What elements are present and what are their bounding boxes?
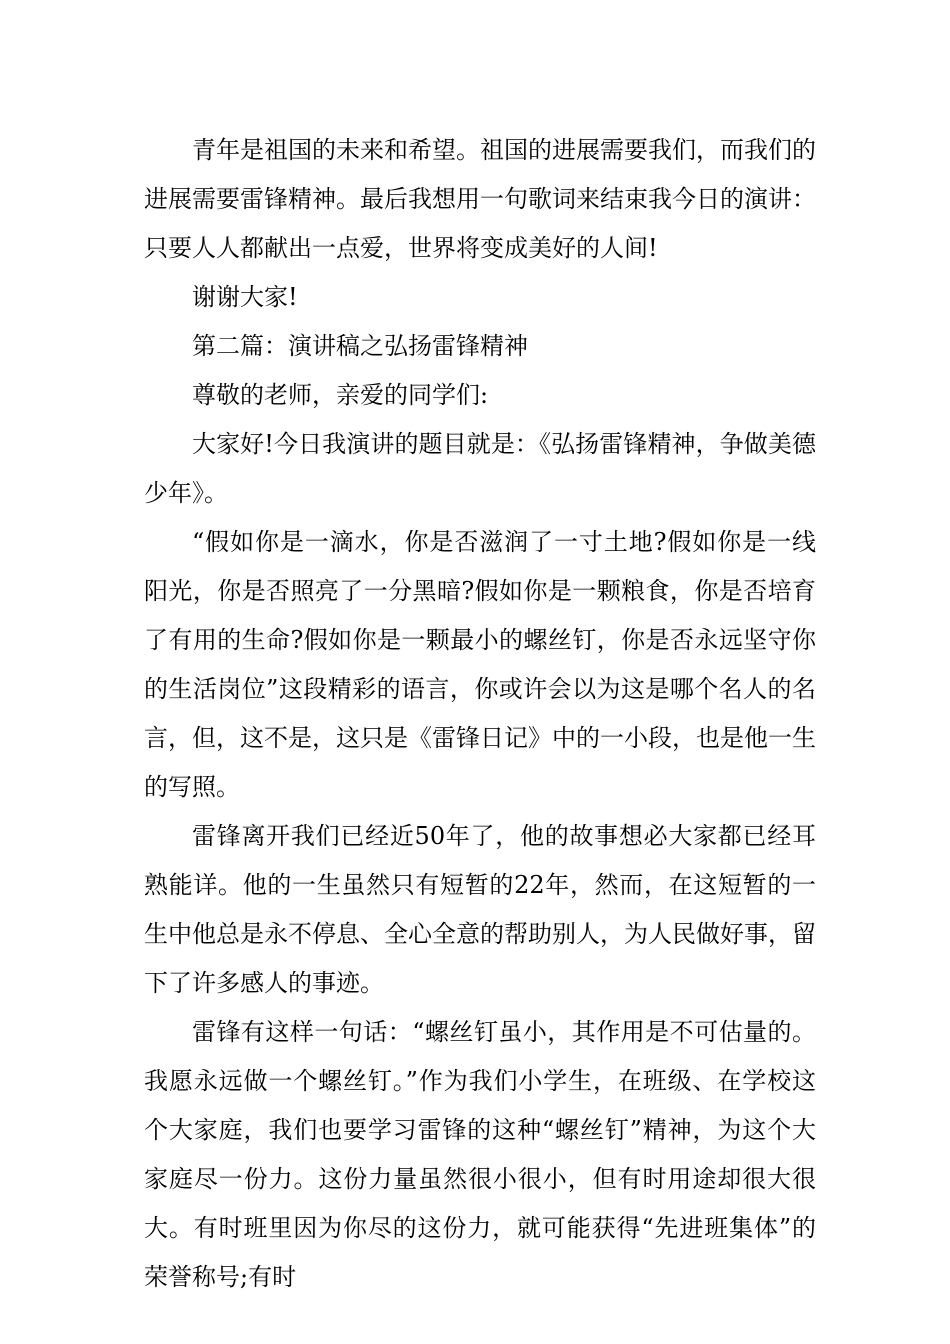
paragraph-closing-remarks: 青年是祖国的未来和希望。祖国的进展需要我们，而我们的进展需要雷锋精神。最后我想用一句歌词来结束我今日的演讲：只要人人都献出一点爱，世界将变成美好的人间! xyxy=(144,136,816,262)
document-body xyxy=(144,126,816,1302)
paragraph-quote: “假如你是一滴水，你是否滋润了一寸土地?假如你是一线阳光，你是否照亮了一分黑暗?假如你是一颗粮食，你是否培育了有用的生命?假如你是一颗最小的螺丝钉，你是否永远坚守你的生活岗位”这段精彩的语言，你或许会以为这是哪个名人的名言，但，这不是，这只是《雷锋日记》中的一小段，也是他一生的写照。 xyxy=(144,528,816,801)
paragraph-thanks: 谢谢大家! xyxy=(192,283,298,311)
paragraph-lei-feng-story: 雷锋离开我们已经近50年了，他的故事想必大家都已经耳熟能详。他的一生虽然只有短暂的22年，然而，在这短暂的一生中他总是永不停息、全心全意的帮助别人，为人民做好事，留下了许多感人的事迹。 xyxy=(144,822,816,997)
paragraph-screw-spirit: 雷锋有这样一句话：“螺丝钉虽小，其作用是不可估量的。我愿永远做一个螺丝钉。”作为我们小学生，在班级、在学校这个大家庭，我们也要学习雷锋的这种“螺丝钉”精神，为这个大家庭尽一份力。这份力量虽然很小很小，但有时用途却很大很大。有时班里因为你尽的这份力，就可能获得“先进班集体”的荣誉称号;有时 xyxy=(144,1018,816,1291)
paragraph-salutation: 尊敬的老师，亲爱的同学们: xyxy=(192,381,489,409)
paragraph-greeting: 大家好!今日我演讲的题目就是：《弘扬雷锋精神，争做美德少年》。 xyxy=(144,430,816,507)
section-heading: 第二篇：演讲稿之弘扬雷锋精神 xyxy=(192,332,528,360)
